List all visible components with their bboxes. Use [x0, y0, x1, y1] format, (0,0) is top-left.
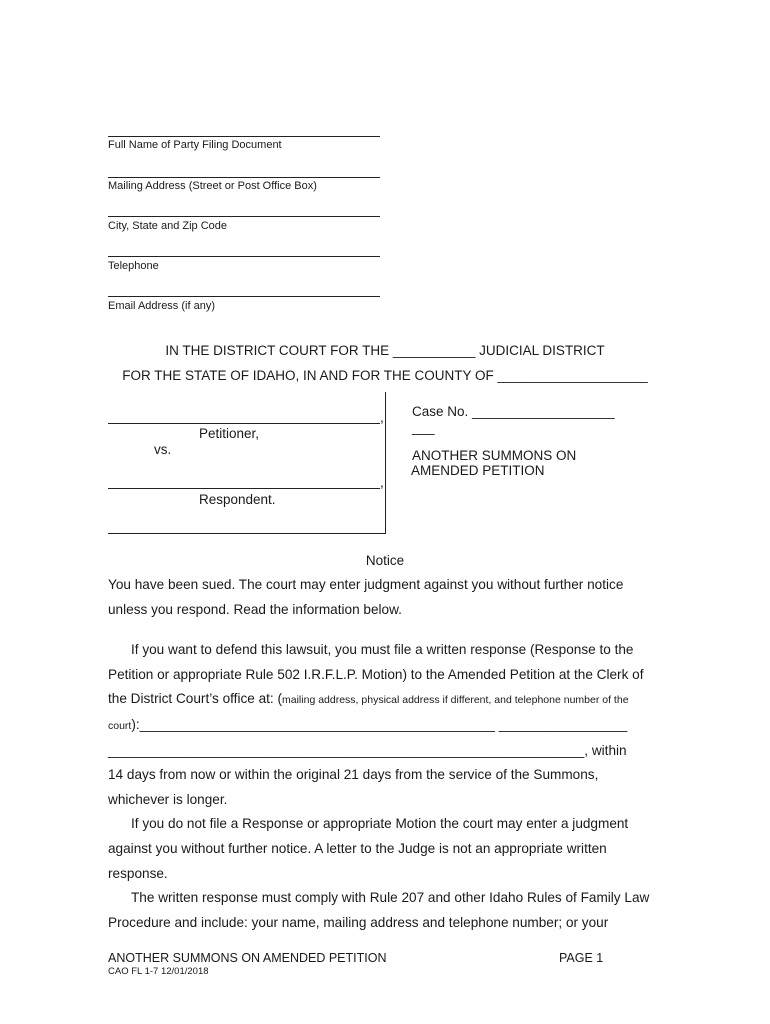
respondent-label: Respondent.	[199, 492, 276, 507]
petitioner-name-line[interactable]	[108, 423, 380, 424]
notice-small-text: mailing address, physical address if different, and telephone number of the	[282, 694, 629, 707]
telephone-line[interactable]	[108, 256, 380, 257]
notice-line: Petition or appropriate Rule 502 I.R.F.L.P. Motion) to the Amended Petition at the Clerk of	[108, 666, 644, 682]
notice-line: response.	[108, 865, 168, 881]
petitioner-label: Petitioner,	[199, 426, 260, 441]
full-name-label: Full Name of Party Filing Document	[108, 139, 282, 151]
court-address-line[interactable]	[108, 713, 668, 739]
caption-bottom-line	[108, 533, 385, 534]
footer-title: ANOTHER SUMMONS ON AMENDED PETITION	[108, 951, 387, 965]
court-heading-line1: IN THE DISTRICT COURT FOR THE ___________ JUDICIAL DISTRICT	[165, 343, 605, 358]
notice-small-text: court	[108, 719, 132, 732]
court-heading-line2: FOR THE STATE OF IDAHO, IN AND FOR THE COUNTY OF ____________________	[122, 368, 648, 383]
notice-line	[108, 687, 668, 713]
case-number-continuation: ___	[412, 420, 435, 435]
notice-spacer	[108, 622, 668, 638]
notice-body	[108, 573, 668, 935]
telephone-label: Telephone	[108, 260, 159, 272]
mailing-address-label: Mailing Address (Street or Post Office Box)	[108, 180, 317, 192]
notice-line: If you do not file a Response or appropriate Motion the court may enter a judgment	[131, 816, 629, 832]
notice-line: 14 days from now or within the original 21 days from the service of the Summons,	[108, 767, 599, 783]
notice-line: If you want to defend this lawsuit, you must file a written response (Response to the	[131, 642, 634, 658]
caption-divider	[385, 392, 386, 534]
notice-line: whichever is longer.	[108, 791, 228, 807]
case-number-field[interactable]: Case No. ___________________	[412, 404, 615, 419]
email-line[interactable]	[108, 296, 380, 297]
city-state-zip-line[interactable]	[108, 216, 380, 217]
notice-text: the District Court’s office at: (	[108, 691, 283, 707]
document-title-line1: ANOTHER SUMMONS ON	[412, 448, 577, 463]
full-name-line[interactable]	[108, 136, 380, 137]
email-label: Email Address (if any)	[108, 300, 215, 312]
versus-label: vs.	[154, 442, 172, 457]
document-title-line2: AMENDED PETITION	[411, 463, 545, 478]
mailing-address-line[interactable]	[108, 177, 380, 178]
petitioner-comma: ,	[380, 410, 384, 425]
notice-line: against you without further notice. A letter to the Judge is not an appropriate written	[108, 840, 607, 856]
notice-line: The written response must comply with Rule 207 and other Idaho Rules of Family Law	[131, 890, 650, 906]
respondent-name-line[interactable]	[108, 488, 380, 489]
court-address-line-2[interactable]: _______________________________________________________________, within	[108, 742, 627, 758]
respondent-comma: ,	[380, 475, 384, 490]
notice-line: You have been sued. The court may enter judgment against you without further notice	[108, 577, 624, 592]
notice-heading: Notice	[365, 553, 405, 568]
notice-line: unless you respond. Read the information below.	[108, 601, 402, 617]
page-number: PAGE 1	[559, 951, 604, 965]
notice-text: ):_______________________________________________ _________________	[131, 716, 628, 732]
notice-line: Procedure and include: your name, mailing address and telephone number; or your	[108, 914, 609, 930]
city-state-zip-label: City, State and Zip Code	[108, 220, 228, 232]
form-id: CAO FL 1-7 12/01/2018	[108, 966, 209, 977]
